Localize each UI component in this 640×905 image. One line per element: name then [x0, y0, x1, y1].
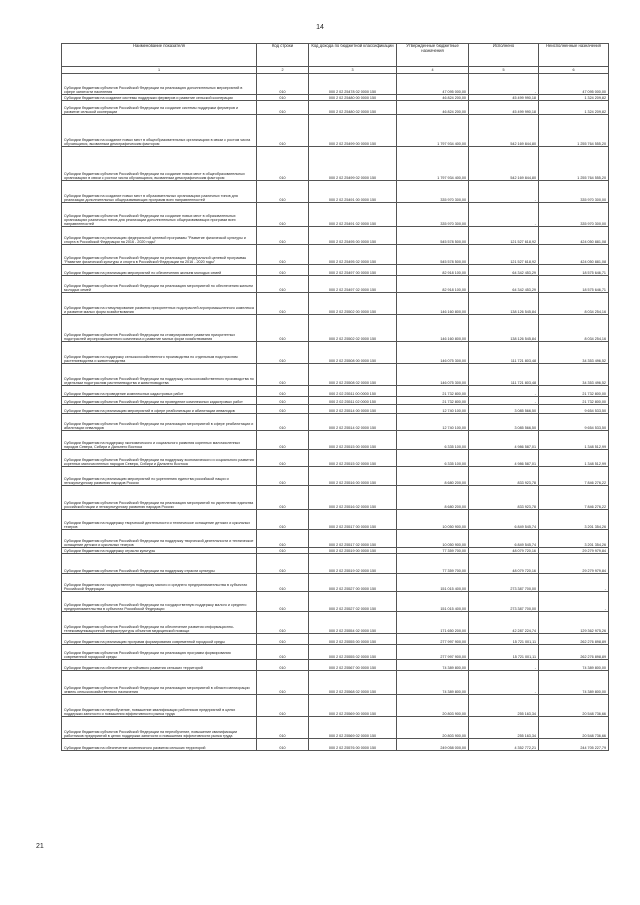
table-row [62, 645, 609, 660]
row-name: Субсидии бюджетам субъектов Российской Федерации на обеспечение развития информационно-телекоммуникационной инфраструктуры объектов медицинской помощи [62, 612, 257, 634]
row-executed: 833 923,78 [469, 467, 539, 486]
table-row [62, 554, 609, 574]
row-name: Субсидии бюджетам субъектов Российской Федерации на государственную поддержку малого и среднего предпринимательства в субъектах Российской Федерации [62, 592, 257, 612]
budget-table [61, 43, 609, 751]
row-line-code: 010 [257, 450, 309, 467]
row-line-code: 010 [257, 386, 309, 397]
row-line-code: 010 [257, 660, 309, 671]
row-executed: 6 849 545,74 [469, 530, 539, 548]
row-remaining: 74 389 800,00 [539, 660, 609, 671]
row-line-code: 010 [257, 530, 309, 548]
row-name: Субсидии бюджетам на реализацию мероприятий по укреплению единства российской нации и этнокультурному развитию народов России [62, 467, 257, 486]
row-remaining: 335 970 300,00 [539, 181, 609, 203]
row-executed: - [469, 203, 539, 227]
row-line-code: 010 [257, 101, 309, 115]
row-approved: 8 680 200,00 [397, 467, 469, 486]
table-row [62, 181, 609, 203]
row-line-code: 010 [257, 671, 309, 695]
row-remaining: 20 548 736,66 [539, 695, 609, 717]
row-line-code: 010 [257, 276, 309, 293]
row-kbk: 000 2 02 25497 00 0000 150 [309, 265, 397, 276]
row-name: Субсидии бюджетам на реализацию мероприятий по обеспечению жильем молодых семей [62, 265, 257, 276]
row-executed: 542 169 844,80 [469, 147, 539, 181]
row-executed: 4 352 772,21 [469, 739, 539, 751]
table-row [62, 265, 609, 276]
row-name: Субсидии бюджетам субъектов Российской Федерации на реализацию мероприятий по укреплению единства российской нации и этнокультурному развитию народов России [62, 486, 257, 510]
row-kbk: 000 2 02 25554 02 0000 150 [309, 612, 397, 634]
table-row [62, 450, 609, 467]
row-kbk: 000 2 02 25555 00 0000 150 [309, 634, 397, 645]
table-row [62, 739, 609, 751]
row-remaining: 1 348 512,99 [539, 431, 609, 450]
table-row [62, 695, 609, 717]
column-number: 4 [397, 67, 469, 74]
row-name: Субсидии бюджетам субъектов Российской Федерации на стимулирование развития приоритетных подотраслей агропромышленного комплекса и развитие малых форм хозяйствования [62, 315, 257, 342]
row-approved: 21 732 800,00 [397, 397, 469, 405]
row-approved: 10 050 900,00 [397, 530, 469, 548]
row-executed: 3 085 566,50 [469, 414, 539, 431]
row-remaining: 1 324 209,82 [539, 101, 609, 115]
row-kbk: 000 2 02 25502 02 0000 150 [309, 315, 397, 342]
row-executed: 6 849 545,74 [469, 510, 539, 530]
row-kbk: 000 2 02 25515 02 0000 150 [309, 450, 397, 467]
row-remaining: 1 324 209,82 [539, 95, 609, 101]
row-executed: 4 986 587,01 [469, 450, 539, 467]
row-line-code: 010 [257, 645, 309, 660]
row-line-code: 010 [257, 315, 309, 342]
row-executed: 42 287 224,74 [469, 612, 539, 634]
row-name: Субсидии бюджетам субъектов Российской Федерации на создание новых мест в общеобразовательных организациях в связи с ростом числа обучающихся, вызванным демографическим фактором [62, 147, 257, 181]
row-line-code: 010 [257, 739, 309, 751]
row-name: Субсидии бюджетам на поддержку экономического и социального развития коренных малочисленных народов Севера, Сибири и Дальнего Востока [62, 431, 257, 450]
row-kbk: 000 2 02 25480 00 0000 150 [309, 95, 397, 101]
row-kbk: 000 2 02 25511 02 0000 150 [309, 397, 397, 405]
row-remaining: 424 050 881,08 [539, 245, 609, 265]
row-approved: 74 389 800,00 [397, 671, 469, 695]
row-kbk: 000 2 02 25527 00 0000 150 [309, 574, 397, 592]
row-executed: 45 499 990,18 [469, 101, 539, 115]
row-approved: 277 997 900,00 [397, 634, 469, 645]
row-approved: 335 970 300,00 [397, 181, 469, 203]
row-name: Субсидии бюджетам субъектов Российской Федерации на реализацию федеральной целевой программы "Развитие физической культуры и спорта в Российской Федерации на 2016 - 2020 годы" [62, 245, 257, 265]
row-line-code: 010 [257, 414, 309, 431]
row-executed: 3 085 566,50 [469, 405, 539, 414]
row-remaining: 29 279 979,84 [539, 548, 609, 554]
row-name: Субсидии бюджетам субъектов Российской Федерации на реализацию дополнительных мероприятий в сфере занятости населения [62, 74, 257, 95]
row-kbk: 000 2 02 25495 02 0000 150 [309, 245, 397, 265]
row-remaining: 1 255 764 555,20 [539, 115, 609, 147]
row-kbk: 000 2 02 25569 02 0000 150 [309, 717, 397, 739]
row-name: Субсидии бюджетам на реализацию программ формирования современной городской среды [62, 634, 257, 645]
row-remaining: 3 201 354,26 [539, 510, 609, 530]
row-executed: 48 079 720,16 [469, 554, 539, 574]
row-approved: 21 732 800,00 [397, 386, 469, 397]
row-kbk: 000 2 02 25502 00 0000 150 [309, 293, 397, 315]
row-executed: 833 923,78 [469, 486, 539, 510]
row-kbk: 000 2 02 25514 00 0000 150 [309, 405, 397, 414]
row-line-code: 010 [257, 364, 309, 386]
row-remaining: 262 276 898,89 [539, 645, 609, 660]
row-executed: 273 387 700,00 [469, 574, 539, 592]
row-name: Субсидии бюджетам на переобучение, повышение квалификации работников предприятий в целях поддержки занятости и повышения эффективности рынка труда [62, 695, 257, 717]
row-name: Субсидии бюджетам субъектов Российской Федерации на реализацию программ формирования современной городской среды [62, 645, 257, 660]
row-approved: 77 359 700,00 [397, 548, 469, 554]
table-row [62, 95, 609, 101]
row-remaining: 29 279 979,84 [539, 554, 609, 574]
row-line-code: 010 [257, 717, 309, 739]
table-header-row [62, 44, 609, 67]
row-remaining: 7 846 276,22 [539, 467, 609, 486]
table-row [62, 486, 609, 510]
header-line-code: Код строки [257, 44, 309, 67]
row-kbk: 000 2 02 25576 00 0000 150 [309, 739, 397, 751]
row-remaining: 424 050 881,08 [539, 227, 609, 245]
row-kbk: 000 2 02 25517 02 0000 150 [309, 530, 397, 548]
row-line-code: 010 [257, 510, 309, 530]
row-remaining: 129 362 975,26 [539, 612, 609, 634]
row-line-code: 010 [257, 227, 309, 245]
row-line-code: 010 [257, 397, 309, 405]
row-line-code: 010 [257, 592, 309, 612]
row-name: Субсидии бюджетам на государственную поддержку малого и среднего предпринимательства в субъектах Российской Федерации [62, 574, 257, 592]
table-row [62, 315, 609, 342]
column-number: 3 [309, 67, 397, 74]
row-kbk: 000 2 02 25499 02 0000 150 [309, 147, 397, 181]
row-approved: 146 075 300,00 [397, 342, 469, 364]
table-row [62, 431, 609, 450]
row-approved: 277 997 900,00 [397, 645, 469, 660]
row-approved: 335 970 300,00 [397, 203, 469, 227]
row-approved: 12 740 100,00 [397, 414, 469, 431]
table-row [62, 245, 609, 265]
row-executed: - [469, 397, 539, 405]
column-number-row [62, 67, 609, 74]
row-kbk: 000 2 02 25478 02 0000 150 [309, 74, 397, 95]
row-approved: 20 803 900,00 [397, 717, 469, 739]
row-remaining: 244 705 227,79 [539, 739, 609, 751]
row-executed: 64 342 453,29 [469, 276, 539, 293]
row-name: Субсидии бюджетам на реализацию федеральной целевой программы "Развитие физической культуры и спорта в Российской Федерации на 2016 - 2020 годы" [62, 227, 257, 245]
row-name: Субсидии бюджетам субъектов Российской Федерации на реализацию мероприятий по обеспечению жильем молодых семей [62, 276, 257, 293]
table-row [62, 276, 609, 293]
column-number: 1 [62, 67, 257, 74]
row-approved: 8 680 200,00 [397, 486, 469, 510]
row-remaining: 3 201 354,26 [539, 530, 609, 548]
row-executed: 15 721 001,11 [469, 645, 539, 660]
row-name: Субсидии бюджетам на проведение комплексных кадастровых работ [62, 386, 257, 397]
row-kbk: 000 2 02 25495 00 0000 150 [309, 227, 397, 245]
row-line-code: 010 [257, 181, 309, 203]
row-remaining: 47 095 000,00 [539, 74, 609, 95]
row-kbk: 000 2 02 25511 00 0000 150 [309, 386, 397, 397]
row-name: Субсидии бюджетам субъектов Российской Федерации на создание новых мест в образовательных организациях различных типов для реализации дополнительных общеразвивающих программ всех направленностей [62, 203, 257, 227]
row-name: Субсидии бюджетам на создание системы поддержки фермеров и развитие сельской кооперации [62, 95, 257, 101]
row-approved: 545 578 500,00 [397, 227, 469, 245]
column-number: 6 [539, 67, 609, 74]
row-remaining: 1 255 764 555,20 [539, 147, 609, 181]
row-remaining: 18 575 646,71 [539, 265, 609, 276]
row-approved: 82 918 100,00 [397, 276, 469, 293]
row-remaining: 20 548 736,66 [539, 717, 609, 739]
row-line-code: 010 [257, 405, 309, 414]
table-row [62, 592, 609, 612]
row-approved: 77 359 700,00 [397, 554, 469, 574]
table-row [62, 612, 609, 634]
row-approved: 151 015 400,00 [397, 574, 469, 592]
row-executed: 4 986 587,01 [469, 431, 539, 450]
row-name: Субсидии бюджетам на поддержку сельскохозяйственного производства по отдельным подотраслям растениеводства и животноводства [62, 342, 257, 364]
row-executed: 542 169 844,80 [469, 115, 539, 147]
row-approved: 545 578 500,00 [397, 245, 469, 265]
table-row [62, 342, 609, 364]
row-name: Субсидии бюджетам на реализацию мероприятий в сфере реабилитации и абилитации инвалидов [62, 405, 257, 414]
row-executed: 64 342 453,29 [469, 265, 539, 276]
row-approved: 47 095 000,00 [397, 74, 469, 95]
row-approved: 1 797 934 400,00 [397, 115, 469, 147]
row-executed: 255 163,34 [469, 717, 539, 739]
row-line-code: 010 [257, 293, 309, 315]
row-line-code: 010 [257, 634, 309, 645]
table-row [62, 74, 609, 95]
row-approved: 171 650 200,00 [397, 612, 469, 634]
row-kbk: 000 2 02 25527 02 0000 150 [309, 592, 397, 612]
row-kbk: 000 2 02 25568 02 0000 150 [309, 671, 397, 695]
row-approved: 46 824 200,00 [397, 95, 469, 101]
row-name: Субсидии бюджетам субъектов Российской Федерации на поддержку сельскохозяйственного производства по отдельным подотраслям растениеводства и животноводства [62, 364, 257, 386]
row-name: Субсидии бюджетам субъектов Российской Федерации на создание системы поддержки фермеров и развитие сельской кооперации [62, 101, 257, 115]
row-name: Субсидии бюджетам на обеспечение устойчивого развития сельских территорий [62, 660, 257, 671]
row-kbk: 000 2 02 25516 02 0000 150 [309, 486, 397, 510]
header-kbk: Код дохода по бюджетной классификации [309, 44, 397, 67]
row-remaining: 21 732 800,00 [539, 397, 609, 405]
row-executed: 45 499 990,18 [469, 95, 539, 101]
column-number: 2 [257, 67, 309, 74]
row-name: Субсидии бюджетам субъектов Российской Федерации на переобучение, повышение квалификации работников предприятий в целях поддержки занятости и повышения эффективности рынка труда [62, 717, 257, 739]
row-remaining: 9 654 533,50 [539, 414, 609, 431]
row-remaining: 8 034 254,16 [539, 293, 609, 315]
row-remaining: 34 353 496,52 [539, 342, 609, 364]
table-row [62, 115, 609, 147]
row-remaining: 262 276 898,89 [539, 634, 609, 645]
row-line-code: 010 [257, 554, 309, 574]
row-kbk: 000 2 02 25508 02 0000 150 [309, 364, 397, 386]
table-row [62, 203, 609, 227]
row-name: Субсидии бюджетам на создание новых мест в общеобразовательных организациях в связи с ростом числа обучающихся, вызванным демографическим фактором [62, 115, 257, 147]
row-line-code: 010 [257, 431, 309, 450]
row-approved: 20 803 900,00 [397, 695, 469, 717]
row-name: Субсидии бюджетам на создание новых мест в образовательных организациях различных типов для реализации дополнительных общеразвивающих программ всех направленностей [62, 181, 257, 203]
table-row [62, 101, 609, 115]
row-remaining: 9 654 533,50 [539, 405, 609, 414]
row-approved: 10 050 900,00 [397, 510, 469, 530]
row-line-code: 010 [257, 612, 309, 634]
row-executed: - [469, 181, 539, 203]
row-line-code: 010 [257, 574, 309, 592]
page-number: 14 [316, 24, 324, 31]
row-remaining: - [539, 592, 609, 612]
table-row [62, 147, 609, 181]
row-kbk: 000 2 02 25519 00 0000 150 [309, 548, 397, 554]
header-approved: Утвержденные бюджетные назначения [397, 44, 469, 67]
row-executed: 138 126 545,84 [469, 315, 539, 342]
row-kbk: 000 2 02 25491 00 0000 150 [309, 181, 397, 203]
row-kbk: 000 2 02 25491 02 0000 150 [309, 203, 397, 227]
row-remaining: 34 353 496,52 [539, 364, 609, 386]
row-executed: 121 527 618,92 [469, 227, 539, 245]
row-approved: 1 797 934 400,00 [397, 147, 469, 181]
row-line-code: 010 [257, 115, 309, 147]
table-row [62, 364, 609, 386]
row-approved: 151 015 400,00 [397, 592, 469, 612]
side-page-number: 21 [36, 843, 44, 850]
row-name: Субсидии бюджетам субъектов Российской Федерации на проведение комплексных кадастровых работ [62, 397, 257, 405]
row-approved: 249 058 000,00 [397, 739, 469, 751]
row-executed: - [469, 671, 539, 695]
row-executed: 273 387 700,00 [469, 592, 539, 612]
table-row [62, 671, 609, 695]
row-kbk: 000 2 02 25516 00 0000 150 [309, 467, 397, 486]
row-line-code: 010 [257, 203, 309, 227]
table-row [62, 414, 609, 431]
table-row [62, 548, 609, 554]
row-remaining: 7 846 276,22 [539, 486, 609, 510]
row-kbk: 000 2 02 25519 02 0000 150 [309, 554, 397, 574]
row-kbk: 000 2 02 25517 00 0000 150 [309, 510, 397, 530]
row-executed: 48 079 720,16 [469, 548, 539, 554]
row-line-code: 010 [257, 695, 309, 717]
row-kbk: 000 2 02 25515 00 0000 150 [309, 431, 397, 450]
row-name: Субсидии бюджетам субъектов Российской Федерации на реализацию мероприятий в области мелиорации земель сельскохозяйственного назначения [62, 671, 257, 695]
row-line-code: 010 [257, 265, 309, 276]
row-name: Субсидии бюджетам субъектов Российской Федерации на поддержку творческой деятельности и техническое оснащение детских и кукольных театров [62, 530, 257, 548]
table-body [62, 74, 609, 751]
row-approved: 74 389 800,00 [397, 660, 469, 671]
row-approved: 82 918 100,00 [397, 265, 469, 276]
row-line-code: 010 [257, 74, 309, 95]
row-remaining: 335 970 300,00 [539, 203, 609, 227]
table-row [62, 227, 609, 245]
table-row [62, 530, 609, 548]
table-row [62, 386, 609, 397]
header-executed: Исполнено [469, 44, 539, 67]
row-approved: 146 160 800,00 [397, 315, 469, 342]
row-executed: 15 721 001,11 [469, 634, 539, 645]
row-remaining: 21 732 800,00 [539, 386, 609, 397]
column-number: 5 [469, 67, 539, 74]
row-name: Субсидии бюджетам субъектов Российской Федерации на поддержку отрасли культуры [62, 554, 257, 574]
row-executed: - [469, 386, 539, 397]
row-approved: 146 160 800,00 [397, 293, 469, 315]
header-remaining: Неисполненные назначения [539, 44, 609, 67]
row-remaining: 18 575 646,71 [539, 276, 609, 293]
row-kbk: 000 2 02 25569 00 0000 150 [309, 695, 397, 717]
row-line-code: 010 [257, 342, 309, 364]
row-name: Субсидии бюджетам субъектов Российской Федерации на реализацию мероприятий в сфере реабилитации и абилитации инвалидов [62, 414, 257, 431]
table-row [62, 405, 609, 414]
row-executed: - [469, 660, 539, 671]
row-executed: 111 721 803,48 [469, 364, 539, 386]
row-remaining: - [539, 574, 609, 592]
row-executed: 138 126 545,84 [469, 293, 539, 315]
table-row [62, 634, 609, 645]
row-approved: 6 335 100,00 [397, 431, 469, 450]
row-line-code: 010 [257, 95, 309, 101]
row-kbk: 000 2 02 25514 02 0000 150 [309, 414, 397, 431]
row-kbk: 000 2 02 25497 02 0000 150 [309, 276, 397, 293]
row-name: Субсидии бюджетам субъектов Российской Федерации на поддержку экономического и социального развития коренных малочисленных народов Севера, Сибири и Дальнего Востока [62, 450, 257, 467]
row-line-code: 010 [257, 548, 309, 554]
table-row [62, 293, 609, 315]
row-remaining: 74 389 800,00 [539, 671, 609, 695]
row-kbk: 000 2 02 25567 00 0000 150 [309, 660, 397, 671]
row-line-code: 010 [257, 486, 309, 510]
row-kbk: 000 2 02 25480 02 0000 150 [309, 101, 397, 115]
table-row [62, 510, 609, 530]
row-kbk: 000 2 02 25508 00 0000 150 [309, 342, 397, 364]
row-name: Субсидии бюджетам на поддержку отрасли культуры [62, 548, 257, 554]
row-executed: 121 527 618,92 [469, 245, 539, 265]
row-line-code: 010 [257, 147, 309, 181]
row-remaining: 8 034 254,16 [539, 315, 609, 342]
row-approved: 46 824 200,00 [397, 101, 469, 115]
row-line-code: 010 [257, 467, 309, 486]
row-name: Субсидии бюджетам на поддержку творческой деятельности и техническое оснащение детских и кукольных театров [62, 510, 257, 530]
row-kbk: 000 2 02 25499 00 0000 150 [309, 115, 397, 147]
table-row [62, 717, 609, 739]
row-approved: 146 075 300,00 [397, 364, 469, 386]
header-name: Наименование показателя [62, 44, 257, 67]
row-executed: 255 163,34 [469, 695, 539, 717]
table-row [62, 467, 609, 486]
row-executed: 111 721 803,48 [469, 342, 539, 364]
row-executed: - [469, 74, 539, 95]
row-line-code: 010 [257, 245, 309, 265]
row-approved: 6 335 100,00 [397, 450, 469, 467]
row-kbk: 000 2 02 25555 02 0000 150 [309, 645, 397, 660]
table-row [62, 397, 609, 405]
row-approved: 12 740 100,00 [397, 405, 469, 414]
row-remaining: 1 348 512,99 [539, 450, 609, 467]
row-name: Субсидии бюджетам на обеспечение комплексного развития сельских территорий [62, 739, 257, 751]
table-row [62, 660, 609, 671]
table-row [62, 574, 609, 592]
row-name: Субсидии бюджетам на стимулирование развития приоритетных подотраслей агропромышленного комплекса и развитие малых форм хозяйствования [62, 293, 257, 315]
